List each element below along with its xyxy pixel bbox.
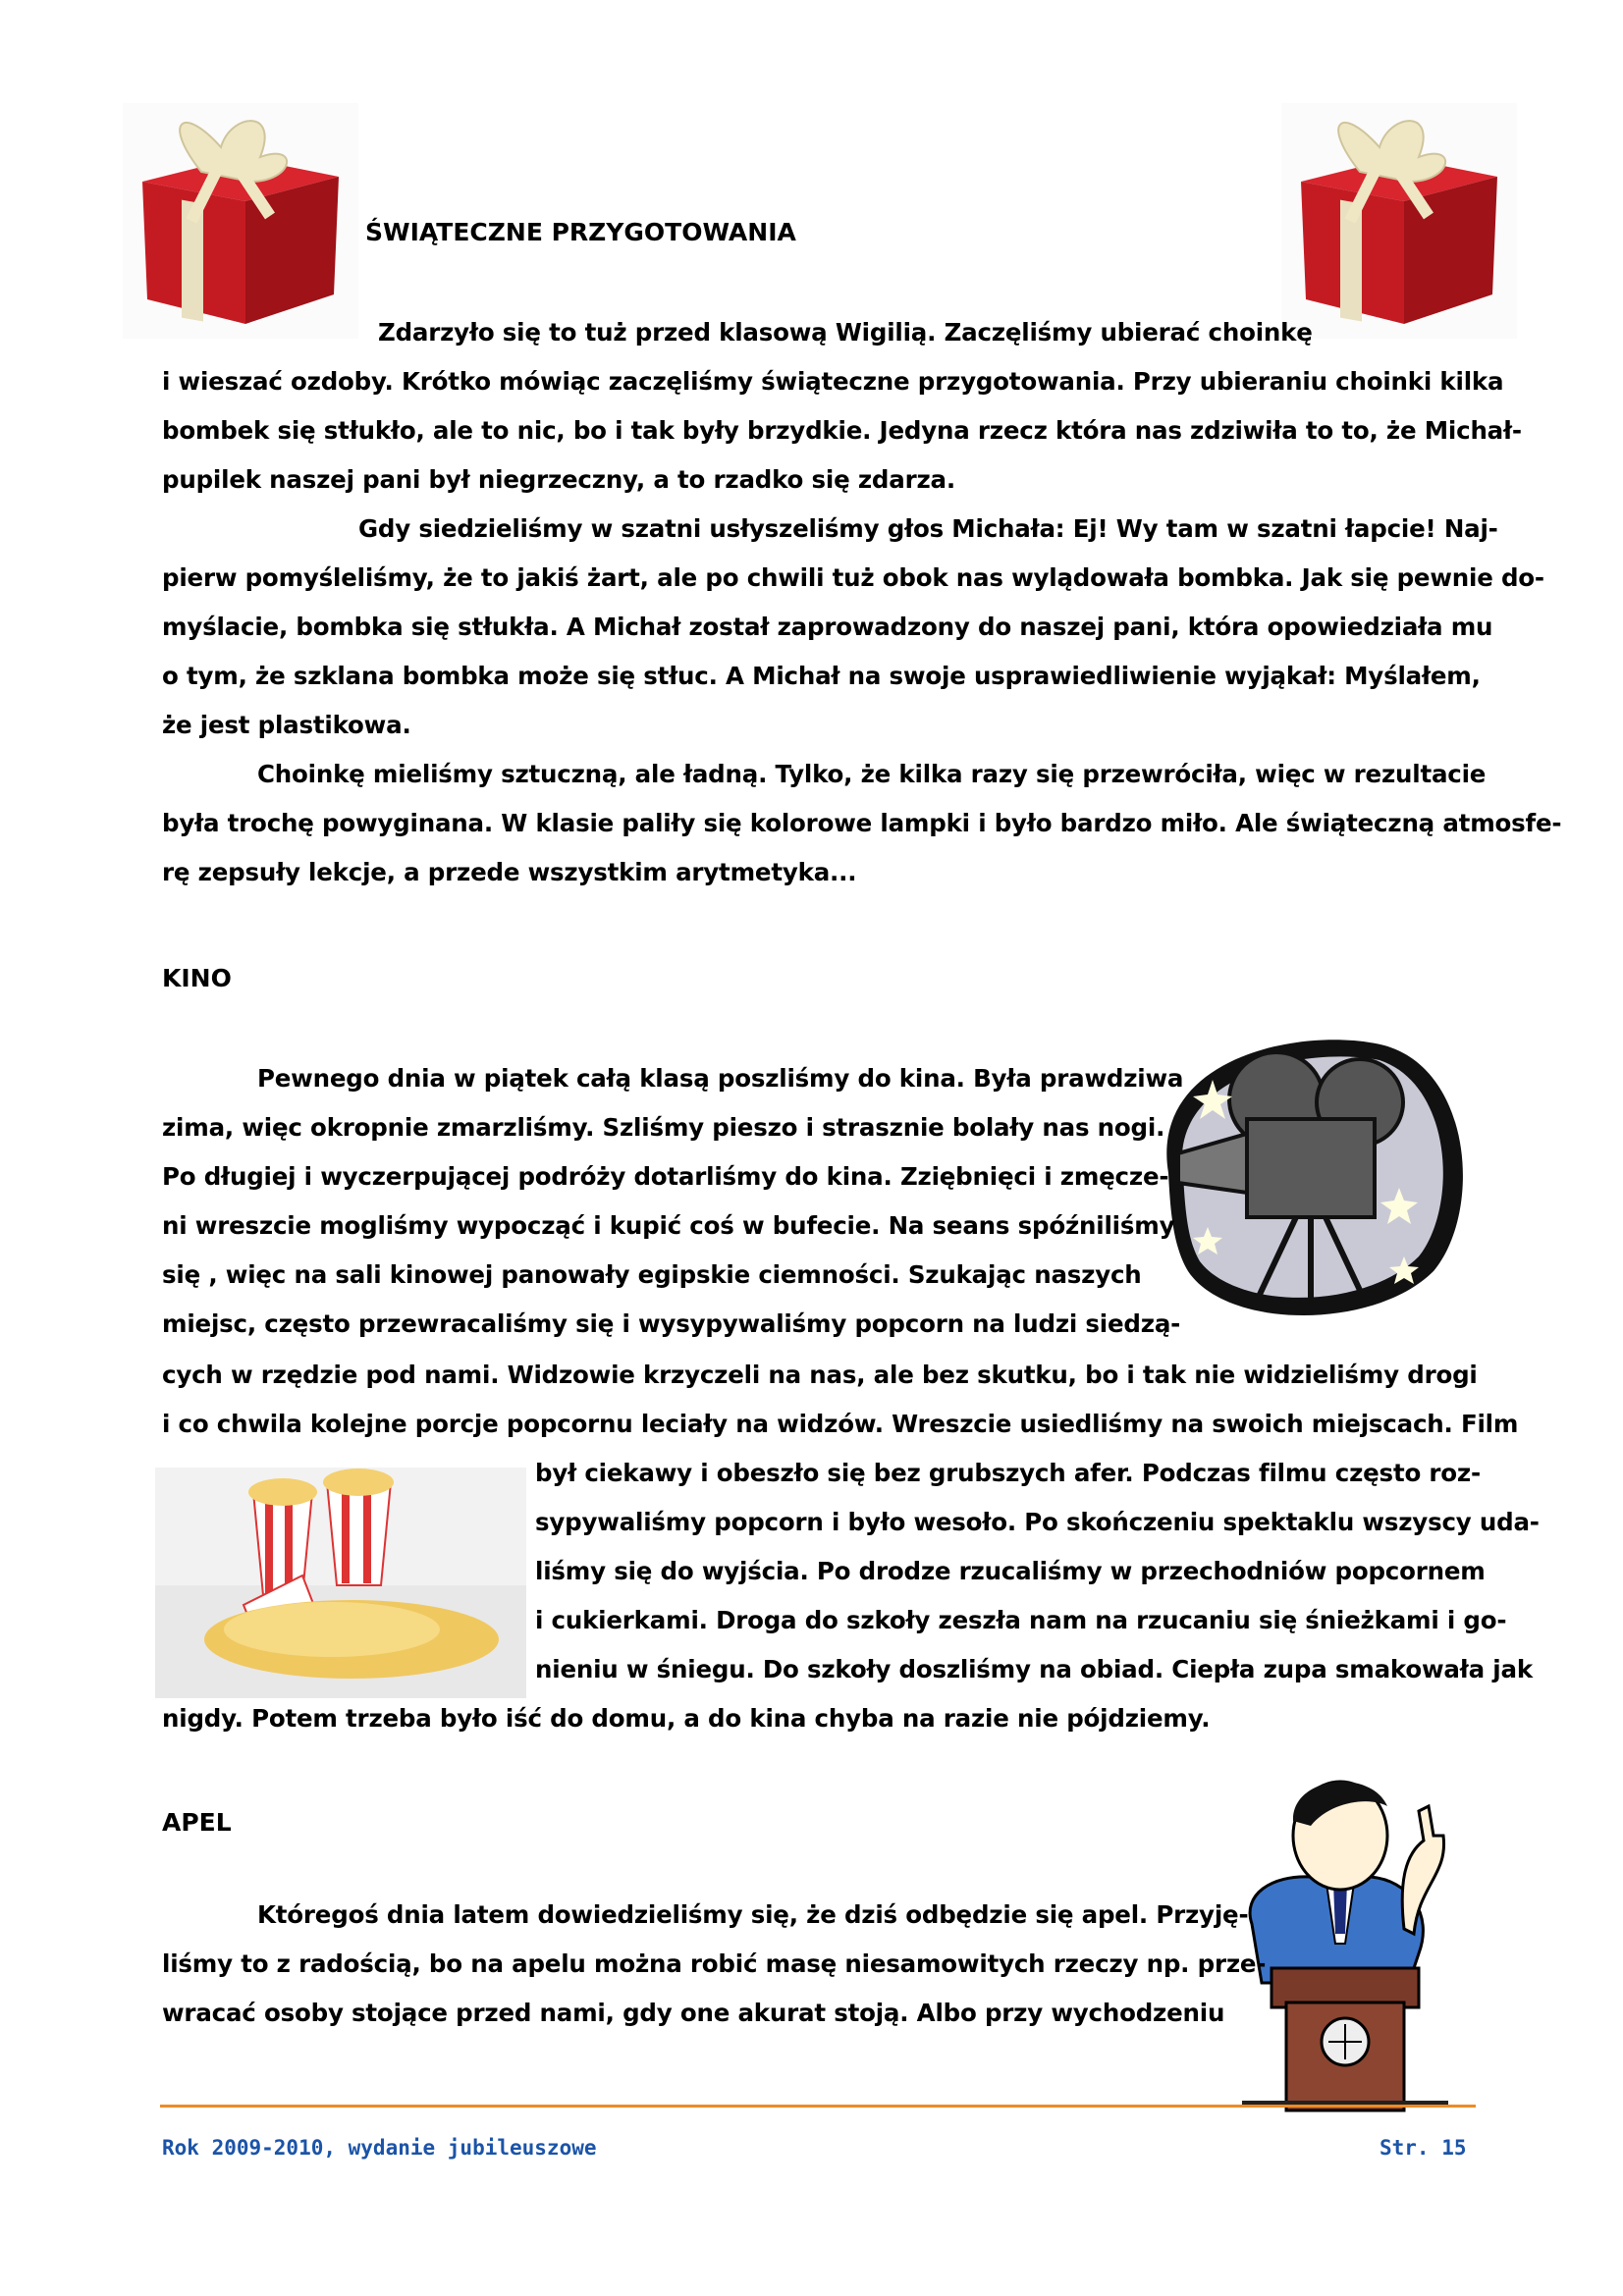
- paragraph-line: nieniu w śniegu. Do szkoły doszliśmy na obiad. Ciepła zupa smakowała jak: [535, 1655, 1533, 1683]
- page-number: Str. 15: [1380, 2136, 1467, 2160]
- paragraph-line: Po długiej i wyczerpującej podróży dotarliśmy do kina. Zziębnięci i zmęcze-: [162, 1162, 1169, 1191]
- gift-box-icon-left: [123, 103, 358, 339]
- paragraph-line: rę zepsuły lekcje, a przede wszystkim arytmetyka...: [162, 858, 857, 886]
- paragraph-line: i cukierkami. Droga do szkoły zeszła nam na rzucaniu się śnieżkami i go-: [535, 1606, 1507, 1634]
- paragraph-line: cych w rzędzie pod nami. Widzowie krzyczeli na nas, ale bez skutku, bo i tak nie widzieliśmy drogi: [162, 1361, 1478, 1389]
- paragraph-line: o tym, że szklana bombka może się stłuc. A Michał na swoje usprawiedliwienie wyjąkał: Myślałem,: [162, 662, 1481, 690]
- paragraph-line: i wieszać ozdoby. Krótko mówiąc zaczęliśmy świąteczne przygotowania. Przy ubieraniu choinki kilka: [162, 367, 1504, 396]
- section-title-swiateczne: ŚWIĄTECZNE PRZYGOTOWANIA: [365, 218, 796, 246]
- paragraph-line: pupilek naszej pani był niegrzeczny, a to rzadko się zdarza.: [162, 465, 955, 494]
- paragraph-line: Gdy siedzieliśmy w szatni usłyszeliśmy głos Michała: Ej! Wy tam w szatni łapcie! Naj-: [358, 514, 1498, 543]
- gift-box-icon-right: [1281, 103, 1517, 339]
- paragraph-line: bombek się stłukło, ale to nic, bo i tak były brzydkie. Jedyna rzecz która nas zdziwiła to to, że Michał-: [162, 416, 1522, 445]
- paragraph-line: Zdarzyło się to tuż przed klasową Wigilią. Zaczęliśmy ubierać choinkę: [378, 318, 1313, 347]
- film-camera-icon: [1139, 1016, 1473, 1330]
- paragraph-line: że jest plastikowa.: [162, 711, 411, 739]
- paragraph-line: ni wreszcie mogliśmy wypocząć i kupić coś w bufecie. Na seans spóźniliśmy: [162, 1211, 1175, 1240]
- paragraph-line: Choinkę mieliśmy sztuczną, ale ładną. Tylko, że kilka razy się przewróciła, więc w rezultacie: [257, 760, 1487, 788]
- paragraph-line: liśmy to z radością, bo na apelu można robić masę niesamowitych rzeczy np. prze-: [162, 1949, 1267, 1978]
- paragraph-line: Pewnego dnia w piątek całą klasą poszliśmy do kina. Była prawdziwa: [257, 1064, 1184, 1093]
- paragraph-line: wracać osoby stojące przed nami, gdy one akurat stoją. Albo przy wychodzeniu: [162, 1999, 1225, 2027]
- paragraph-line: się , więc na sali kinowej panowały egipskie ciemności. Szukając naszych: [162, 1260, 1142, 1289]
- paragraph-line: sypywaliśmy popcorn i było wesoło. Po skończeniu spektaklu wszyscy uda-: [535, 1508, 1540, 1536]
- paragraph-line: i co chwila kolejne porcje popcornu leciały na widzów. Wreszcie usiedliśmy na swoich miejscach. Film: [162, 1410, 1519, 1438]
- popcorn-photo: [155, 1468, 526, 1698]
- paragraph-line: zima, więc okropnie zmarzliśmy. Szliśmy pieszo i strasznie bolały nas nogi.: [162, 1113, 1165, 1142]
- paragraph-line: była trochę powyginana. W klasie paliły się kolorowe lampki i było bardzo miło. Ale świąteczną atmosfe-: [162, 809, 1562, 837]
- paragraph-line: nigdy. Potem trzeba było iść do domu, a do kina chyba na razie nie pójdziemy.: [162, 1704, 1211, 1733]
- paragraph-line: myślacie, bombka się stłukła. A Michał został zaprowadzony do naszej pani, która opowiedziała mu: [162, 613, 1493, 641]
- section-title-kino: KINO: [162, 964, 232, 992]
- speaker-at-podium-icon: [1222, 1767, 1478, 2125]
- section-title-apel: APEL: [162, 1808, 232, 1837]
- paragraph-line: Któregoś dnia latem dowiedzieliśmy się, że dziś odbędzie się apel. Przyję-: [257, 1900, 1249, 1929]
- footer-left: Rok 2009-2010, wydanie jubileuszowe: [162, 2136, 597, 2160]
- paragraph-line: miejsc, często przewracaliśmy się i wysypywaliśmy popcorn na ludzi siedzą-: [162, 1309, 1181, 1338]
- paragraph-line: liśmy się do wyjścia. Po drodze rzucaliśmy w przechodniów popcornem: [535, 1557, 1486, 1585]
- paragraph-line: pierw pomyśleliśmy, że to jakiś żart, ale po chwili tuż obok nas wylądowała bombka. Jak się pewnie do-: [162, 563, 1544, 592]
- paragraph-line: był ciekawy i obeszło się bez grubszych afer. Podczas filmu często roz-: [535, 1459, 1481, 1487]
- footer-rule: [160, 2105, 1476, 2108]
